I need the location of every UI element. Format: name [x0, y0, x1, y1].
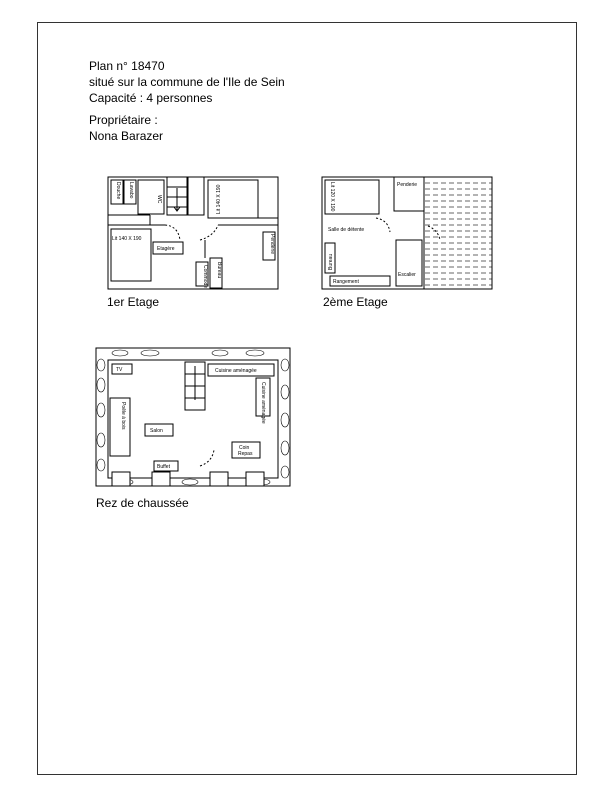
label-floor-first: 1er Etage: [107, 295, 160, 309]
label-lavabo: Lavabo: [128, 182, 134, 199]
label-lit-left: Lit 140 X 190: [112, 236, 142, 242]
label-rangement: Rangement: [333, 279, 359, 285]
label-escalier: Escalier: [398, 272, 416, 278]
plan-location: situé sur la commune de l'Ile de Sein: [89, 75, 285, 89]
label-repas: Repas: [238, 451, 253, 457]
label-poele: Poêle à bois: [120, 402, 126, 430]
label-buffet: Buffet: [157, 464, 170, 470]
label-penderie-2: Penderie: [397, 182, 418, 188]
label-floor-second: 2ème Etage: [323, 295, 388, 309]
label-tv: TV: [116, 367, 123, 373]
plan-capacity: Capacité : 4 personnes: [89, 91, 213, 105]
label-etagere: Etagère: [157, 246, 175, 252]
owner-label: Propriétaire :: [89, 113, 158, 127]
label-bureau-2: Bureau: [328, 253, 334, 270]
label-salon: Salon: [150, 428, 163, 434]
plan-number: Plan n° 18470: [89, 59, 165, 73]
label-floor-ground: Rez de chaussée: [96, 496, 189, 510]
owner-name: Nona Barazer: [89, 129, 164, 143]
label-coin: Coin: [239, 445, 250, 451]
label-lit-2: Lit 120 X 190: [329, 182, 335, 212]
label-douche: Douche: [115, 182, 121, 200]
label-penderie-1: Penderie: [269, 234, 275, 255]
label-salle: Salle de détente: [328, 227, 365, 233]
label-cuisine: Cuisine aménagée: [215, 368, 257, 374]
label-commode: Commode: [202, 265, 208, 289]
label-lit-top: Lit 140 X 190: [216, 184, 222, 214]
label-wc: WC: [156, 195, 162, 204]
label-bureau-1: Bureau: [216, 262, 222, 279]
label-cuisine-side: Cuisine aménagée: [260, 382, 266, 424]
